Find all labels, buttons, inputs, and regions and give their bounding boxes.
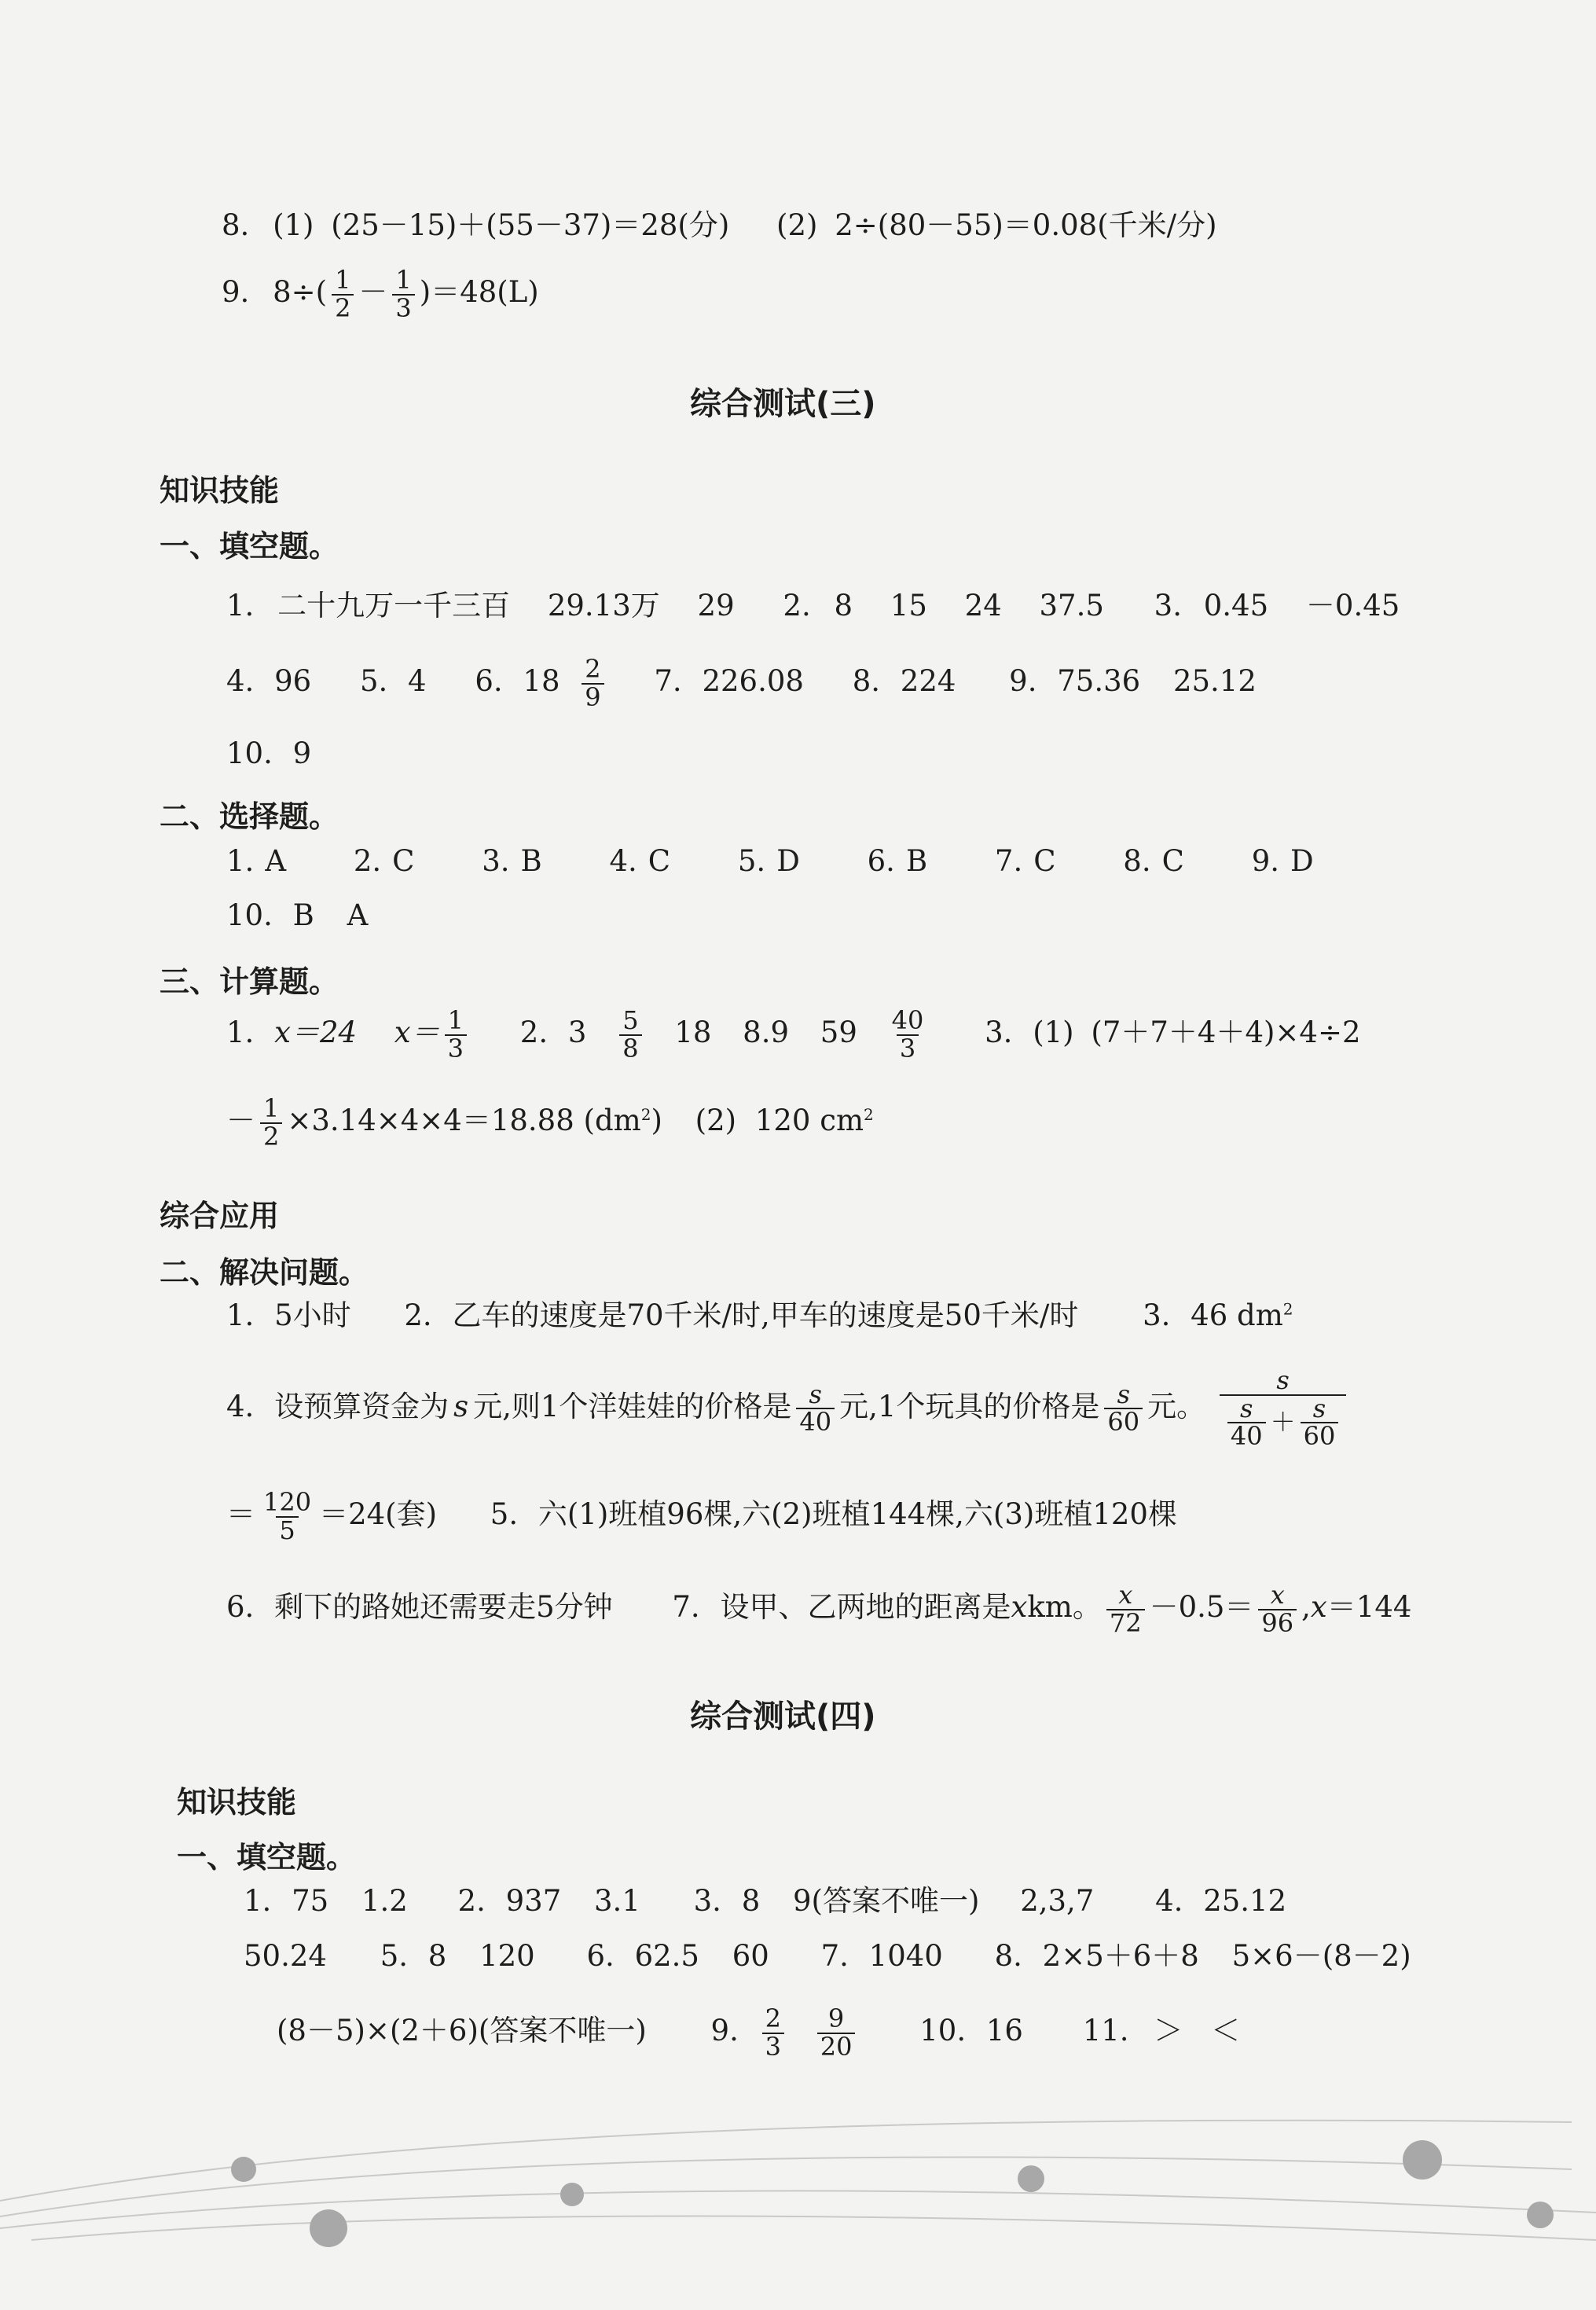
answer-text: 937 — [505, 1884, 562, 1918]
sub-label: (2) — [776, 208, 818, 242]
question-number: 2. — [404, 1298, 432, 1332]
denominator: 2 — [332, 294, 354, 322]
answer-text: ＝144 — [1326, 1590, 1412, 1625]
numerator: 1 — [447, 1005, 464, 1035]
answer-text: 0.45 — [1203, 589, 1269, 622]
answer-text: 3.1 — [594, 1884, 640, 1918]
answer-text: 乙车的速度是70千米/时,甲车的速度是50千米/时 — [452, 1298, 1079, 1332]
numerator: 2 — [765, 2003, 781, 2033]
decorative-swoosh — [0, 2083, 1596, 2310]
fraction — [619, 1005, 641, 1063]
choice-answer: C — [1161, 844, 1184, 878]
choice-answer: B — [292, 898, 314, 932]
answer-text: 29.13万 — [547, 589, 660, 622]
answer-line — [226, 844, 1314, 878]
answer-text: 224 — [900, 664, 956, 699]
denominator: 5 — [276, 1516, 298, 1544]
fraction — [762, 2003, 784, 2062]
answer-text: km。 — [1027, 1590, 1102, 1625]
answer-text: 2÷(80－55)＝0.08(千米/分) — [835, 208, 1217, 242]
answer-text: 8.9 — [743, 1015, 790, 1050]
answer-text: 9 — [292, 736, 312, 770]
numerator: 1 — [395, 265, 412, 295]
answer-text: (25－15)＋(55－37)＝28(分) — [331, 208, 730, 242]
question-number: 4. — [226, 1389, 255, 1423]
answer-text: 5×6－(8－2) — [1231, 1939, 1411, 1973]
answer-text: 设甲、乙两地的距离是 — [720, 1590, 1011, 1625]
numerator: 1 — [263, 1093, 280, 1123]
answer-text: 120 cm — [754, 1104, 864, 1138]
answer-text: 二十九万一千三百 — [277, 589, 511, 622]
question-number: 2. — [783, 589, 811, 622]
denominator: 60 — [1301, 1422, 1339, 1450]
choice-answer: D — [776, 844, 800, 878]
answer-text: 75.36 — [1057, 664, 1141, 699]
denominator: 3 — [762, 2033, 784, 2061]
answer-text: － — [226, 1104, 255, 1138]
numerator: s — [1276, 1365, 1290, 1395]
question-group-heading: 二、选择题。 — [160, 799, 339, 834]
denominator: 40 — [1227, 1422, 1266, 1450]
question-number: 7. — [994, 844, 1023, 878]
answer-text: 5小时 — [274, 1298, 351, 1332]
answer-text: 50.24 — [244, 1939, 327, 1973]
sub-label: (1) — [273, 208, 314, 242]
answer-text: )＝48(L) — [419, 275, 539, 310]
variable: s — [453, 1389, 469, 1423]
question-number: 5. — [490, 1497, 519, 1532]
choice-answer: D — [1290, 844, 1314, 878]
question-number: 2. — [519, 1015, 549, 1050]
exponent: 2 — [864, 1104, 874, 1124]
question-number: 1. — [226, 589, 255, 622]
numerator: 2 — [585, 654, 601, 684]
question-number: 10. — [226, 736, 273, 770]
fraction — [817, 2003, 856, 2062]
answer-text: (7＋7＋4＋4)×4÷2 — [1091, 1015, 1361, 1050]
question-number: 6. — [226, 1590, 255, 1625]
answer-text: 元,1个玩具的价格是 — [839, 1389, 1100, 1423]
answer-text: 2,3,7 — [1020, 1884, 1095, 1918]
answer-text: 六(1)班植96棵,六(2)班植144棵,六(3)班植120棵 — [538, 1497, 1177, 1532]
fraction — [260, 1093, 282, 1151]
denominator: 40 — [796, 1408, 835, 1436]
answer-text: 46 dm — [1191, 1298, 1283, 1332]
answer-text: ＜ — [1211, 2014, 1241, 2048]
question-number: 3. — [985, 1015, 1013, 1050]
denominator: 9 — [582, 683, 604, 711]
equation-answer: x＝24 — [274, 1015, 358, 1050]
question-number: 8. — [1123, 844, 1151, 878]
denominator: 96 — [1258, 1609, 1297, 1637]
answer-text: 3 — [567, 1015, 587, 1050]
exponent: 2 — [640, 1104, 651, 1124]
answer-text: (8－5)×(2＋6)(答案不唯一) — [277, 2014, 647, 2048]
fraction — [1104, 1379, 1143, 1438]
exponent: 2 — [1282, 1299, 1293, 1319]
question-number: 3. — [1154, 589, 1182, 622]
denominator: 8 — [619, 1034, 641, 1063]
choice-answer: B — [520, 844, 542, 878]
answer-line — [226, 591, 1400, 620]
question-number: 4. — [609, 844, 637, 878]
fraction — [1258, 1582, 1297, 1636]
denominator: 2 — [260, 1122, 282, 1151]
choice-answer: A — [265, 844, 287, 878]
answer-line — [277, 2003, 1241, 2062]
question-number: 9. — [1009, 664, 1037, 699]
numerator: x — [1118, 1580, 1133, 1610]
question-group-heading: 一、填空题。 — [177, 1840, 357, 1875]
answer-text: 4 — [408, 664, 427, 699]
answer-text: 剩下的路她还需要走5分钟 — [274, 1590, 613, 1625]
answer-text: 元。 — [1147, 1389, 1206, 1423]
question-number: 3. — [1143, 1298, 1171, 1332]
sub-label: (2) — [695, 1104, 737, 1138]
answer-text: 18 — [674, 1015, 712, 1050]
answer-text: 8 — [741, 1884, 761, 1918]
question-number: 2. — [457, 1884, 486, 1918]
numerator: 120 — [263, 1487, 312, 1517]
choice-answer: C — [1033, 844, 1056, 878]
numerator: x — [1270, 1580, 1285, 1610]
answer-text: 226.08 — [702, 664, 804, 699]
fraction — [796, 1379, 835, 1438]
denominator: 60 — [1104, 1408, 1143, 1436]
answer-text: 9(答案不唯一) — [793, 1884, 980, 1918]
answer-text: 1.2 — [361, 1884, 408, 1918]
numerator: s — [1117, 1379, 1130, 1409]
answer-text: 25.12 — [1203, 1884, 1287, 1918]
question-number: 11. — [1082, 2014, 1129, 2048]
question-number: 1. — [226, 1015, 255, 1050]
answer-line — [222, 267, 539, 321]
fraction — [332, 267, 354, 321]
answer-text: 18 — [523, 664, 560, 699]
question-number: 10. — [919, 2014, 967, 2048]
answer-text: 37.5 — [1039, 589, 1104, 622]
question-number: 6. — [586, 1939, 615, 1973]
question-group-heading: 三、计算题。 — [160, 964, 339, 999]
section-heading: 知识技能 — [177, 1785, 297, 1820]
question-number: 1. — [244, 1884, 272, 1918]
question-number: 8. — [222, 208, 250, 242]
question-group-heading: 一、填空题。 — [160, 529, 339, 564]
section-heading: 知识技能 — [160, 473, 280, 508]
answer-line — [226, 656, 1257, 711]
answer-line — [222, 208, 1217, 242]
sub-label: (1) — [1033, 1015, 1074, 1050]
denominator: 72 — [1106, 1609, 1145, 1637]
question-number: 10. — [226, 898, 273, 932]
answer-text: , — [1301, 1590, 1311, 1625]
answer-text: 120 — [479, 1939, 535, 1973]
question-number: 4. — [1155, 1884, 1183, 1918]
question-number: 6. — [475, 664, 503, 699]
answer-line — [226, 1489, 1177, 1544]
question-number: 7. — [672, 1590, 700, 1625]
answer-text: － — [358, 275, 388, 310]
question-number: 2. — [353, 844, 382, 878]
answer-text: ×3.14×4×4＝18.88 (dm — [287, 1104, 641, 1138]
question-number: 9. — [1251, 844, 1279, 878]
answer-text: －0.5＝ — [1149, 1590, 1254, 1625]
answer-line — [244, 1939, 1411, 1973]
answer-text: 60 — [732, 1939, 769, 1973]
section-title: 综合测试(三) — [690, 386, 876, 422]
answer-text: 59 — [820, 1015, 857, 1050]
answer-line — [226, 1093, 874, 1151]
answer-text: 75 — [292, 1884, 329, 1918]
fraction — [582, 656, 604, 711]
fraction — [889, 1005, 927, 1063]
section-heading: 综合应用 — [160, 1199, 280, 1233]
question-number: 5. — [380, 1939, 409, 1973]
numerator: 5 — [622, 1005, 639, 1035]
choice-answer: C — [392, 844, 415, 878]
choice-answer: B — [905, 844, 928, 878]
answer-text: 24 — [964, 589, 1002, 622]
answer-text: 16 — [985, 2014, 1023, 2048]
answer-text: 15 — [890, 589, 927, 622]
question-number: 6. — [867, 844, 895, 878]
question-number: 8. — [994, 1939, 1022, 1973]
question-number: 3. — [482, 844, 510, 878]
question-number: 9. — [710, 2014, 739, 2048]
compound-fraction — [1220, 1365, 1346, 1452]
question-number: 4. — [226, 664, 255, 699]
answer-text: 8÷( — [273, 275, 328, 310]
section-title: 综合测试(四) — [690, 1699, 876, 1735]
question-number: 3. — [693, 1884, 721, 1918]
answer-text: ＝ — [226, 1497, 255, 1532]
question-group-heading: 二、解决问题。 — [160, 1255, 369, 1290]
answer-text: 设预算资金为 — [274, 1389, 449, 1423]
numerator: 1 — [335, 265, 351, 295]
answer-line — [226, 1298, 1293, 1332]
answer-line — [244, 1884, 1287, 1918]
answer-text: 1040 — [868, 1939, 943, 1973]
denominator: 3 — [897, 1034, 919, 1063]
numerator: s — [1312, 1393, 1326, 1423]
answer-text: 62.5 — [634, 1939, 699, 1973]
answer-text: 25.12 — [1172, 664, 1257, 699]
question-number: 1. — [226, 1298, 255, 1332]
numerator: 9 — [827, 2003, 845, 2033]
fraction — [1301, 1393, 1339, 1452]
question-number: 1. — [226, 844, 255, 878]
equation-answer: x＝ — [394, 1015, 440, 1050]
numerator: s — [1240, 1393, 1253, 1423]
numerator: s — [809, 1379, 822, 1409]
answer-text: ＞ — [1154, 2014, 1183, 2048]
question-number: 7. — [654, 664, 682, 699]
choice-answer: C — [648, 844, 671, 878]
answer-text: ) — [651, 1104, 662, 1138]
answer-text: 元,则1个洋娃娃的价格是 — [473, 1389, 792, 1423]
answer-text: 8 — [427, 1939, 447, 1973]
question-number: 8. — [852, 664, 881, 699]
answer-line — [226, 898, 369, 932]
fraction — [1106, 1582, 1145, 1636]
fraction — [1227, 1393, 1266, 1452]
question-number: 9. — [222, 275, 250, 310]
denominator — [1220, 1394, 1346, 1450]
answer-line — [226, 1365, 1351, 1452]
answer-text: 29 — [697, 589, 735, 622]
fraction — [392, 267, 414, 321]
answer-text: 96 — [274, 664, 312, 699]
answer-text: ＋ — [1270, 1407, 1296, 1438]
variable: x — [1310, 1590, 1327, 1625]
answer-text: 8 — [834, 589, 853, 622]
variable: x — [1011, 1590, 1028, 1625]
denominator: 3 — [392, 294, 414, 322]
denominator: 20 — [817, 2033, 856, 2061]
question-number: 5. — [737, 844, 766, 878]
answer-text: ＝24(套) — [319, 1497, 438, 1532]
answer-text: 2×5＋6＋8 — [1042, 1939, 1199, 1973]
fraction — [445, 1005, 467, 1063]
question-number: 7. — [820, 1939, 849, 1973]
denominator: 3 — [445, 1034, 467, 1063]
answer-line — [226, 1582, 1411, 1636]
numerator: 40 — [891, 1005, 924, 1035]
choice-answer: A — [347, 898, 369, 932]
answer-line — [226, 736, 312, 770]
answer-text: －0.45 — [1305, 589, 1400, 622]
fraction — [260, 1489, 314, 1544]
answer-line — [226, 1005, 1361, 1063]
question-number: 5. — [359, 664, 388, 699]
